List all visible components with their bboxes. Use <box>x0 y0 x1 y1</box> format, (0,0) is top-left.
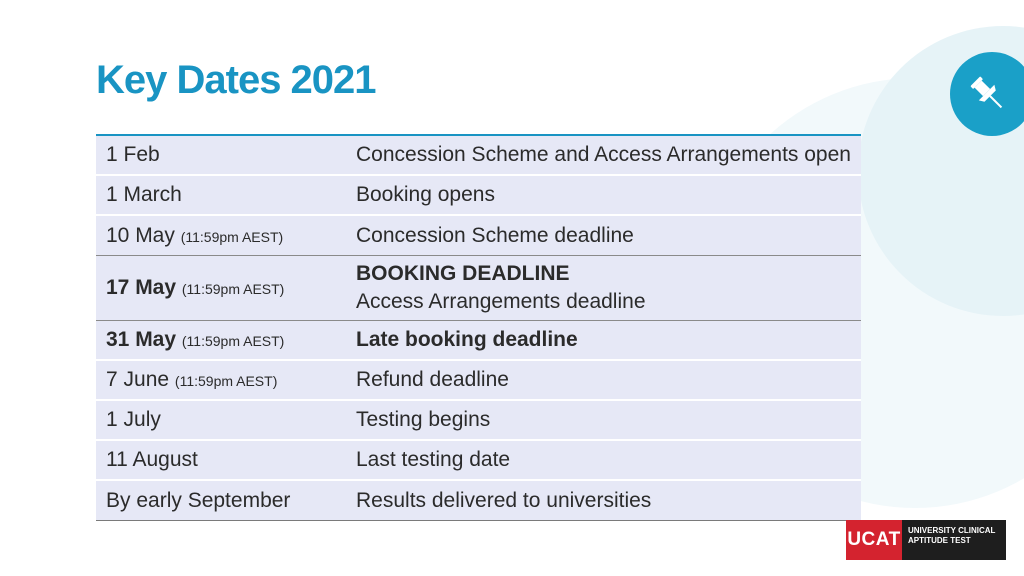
date-text: 17 May <box>106 276 177 299</box>
table-row <box>96 176 861 216</box>
date-cell <box>96 224 356 248</box>
date-text: 1 March <box>106 183 182 206</box>
date-cell <box>96 368 356 392</box>
date-cell <box>96 408 356 432</box>
page-title: Key Dates 2021 <box>96 58 376 102</box>
event-cell: Results delivered to universities <box>356 488 652 512</box>
date-cell <box>96 276 356 300</box>
event-text: BOOKING DEADLINE <box>356 262 570 285</box>
time-note: (11:59pm AEST) <box>180 228 284 245</box>
event-cell: Late booking deadline <box>356 328 578 351</box>
table-row <box>96 441 861 481</box>
pin-badge <box>950 52 1024 136</box>
date-cell <box>96 328 356 352</box>
table-row <box>96 361 861 401</box>
logo-line: UNIVERSITY CLINICAL <box>908 526 996 535</box>
date-text: 10 May <box>106 223 175 247</box>
date-text: 1 Feb <box>106 143 160 166</box>
table-row <box>96 481 861 521</box>
event-cell: Booking opens <box>356 183 495 206</box>
time-note: (11:59pm AEST) <box>174 373 278 389</box>
date-text: 7 June <box>106 368 170 391</box>
event-text-secondary: Access Arrangements deadline <box>356 290 646 313</box>
table-row <box>96 256 861 321</box>
date-cell <box>96 489 356 513</box>
ucat-logo <box>846 520 1006 560</box>
time-note: (11:59pm AEST) <box>181 281 285 297</box>
event-cell: Concession Scheme and Access Arrangements open <box>356 143 851 166</box>
date-text: 31 May <box>106 328 177 351</box>
date-cell <box>96 143 356 167</box>
time-note: (11:59pm AEST) <box>181 333 285 349</box>
date-text: 11 August <box>106 448 198 471</box>
table-row <box>96 216 861 256</box>
logo-text <box>902 520 995 560</box>
event-cell: Refund deadline <box>356 368 509 391</box>
event-cell <box>356 260 861 316</box>
event-cell: Concession Scheme deadline <box>356 223 634 247</box>
date-cell <box>96 448 356 472</box>
event-cell: Testing begins <box>356 408 491 431</box>
logo-mark: UCAT <box>846 520 902 560</box>
date-text: By early September <box>106 488 291 512</box>
logo-line: APTITUDE TEST <box>908 536 971 545</box>
event-cell: Last testing date <box>356 448 511 471</box>
table-row <box>96 136 861 176</box>
pin-icon <box>966 72 1010 116</box>
table-row <box>96 321 861 361</box>
date-cell <box>96 183 356 207</box>
date-text: 1 July <box>106 408 161 431</box>
key-dates-table <box>96 134 861 521</box>
table-row <box>96 401 861 441</box>
